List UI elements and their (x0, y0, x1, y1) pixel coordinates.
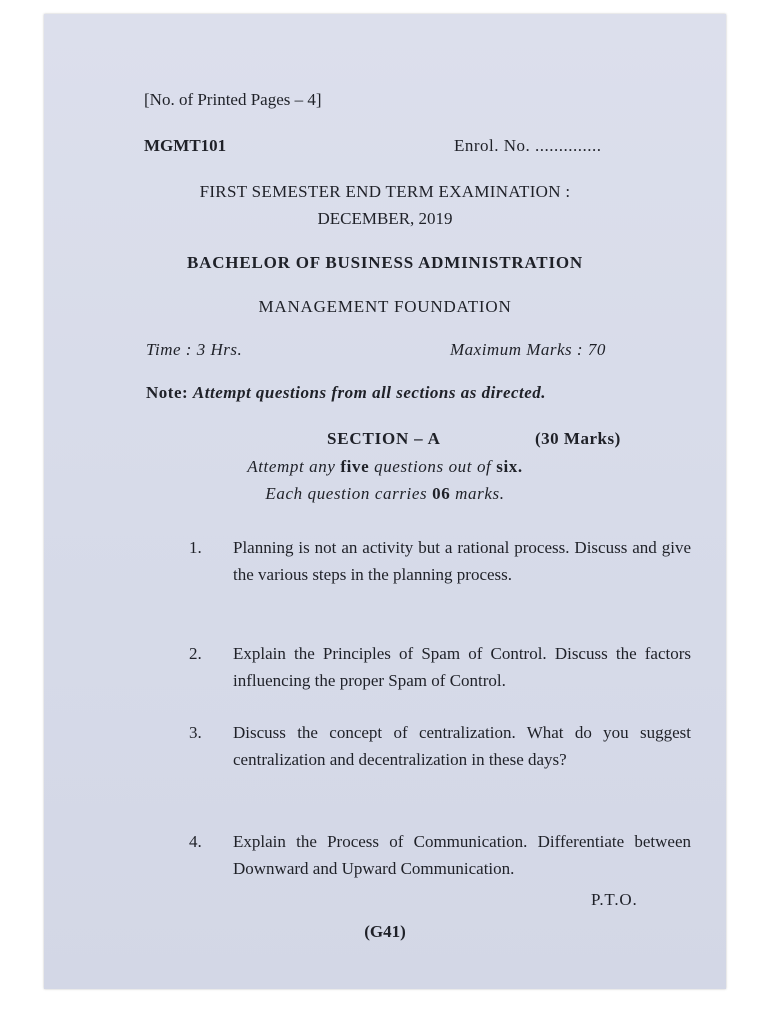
question-number: 1. (189, 538, 202, 557)
exam-paper-sheet (44, 14, 726, 989)
question-text: Planning is not an activity but a rational process. Discuss and give the various steps in the planning process. (233, 538, 691, 584)
subject-name: MANAGEMENT FOUNDATION (258, 297, 512, 316)
question-item (189, 828, 691, 882)
please-turn-over: P.T.O. (591, 890, 638, 909)
question-number: 4. (189, 832, 202, 851)
question-number: 2. (189, 644, 202, 663)
question-text: Explain the Process of Communication. Differentiate between Downward and Upward Communication. (233, 832, 691, 878)
section-instruction-1: Attempt any five questions out of six. (247, 457, 523, 476)
section-marks: (30 Marks) (535, 429, 621, 448)
time-allowed: Time : 3 Hrs. (146, 340, 243, 359)
note-label: Note: (146, 383, 189, 402)
exam-title-line1: FIRST SEMESTER END TERM EXAMINATION : (199, 182, 571, 201)
note-text: Attempt questions from all sections as directed. (192, 383, 547, 402)
note (146, 383, 546, 403)
paper-code: (G41) (364, 922, 406, 941)
exam-title-line2: DECEMBER, 2019 (317, 209, 453, 228)
program-name: BACHELOR OF BUSINESS ADMINISTRATION (187, 253, 583, 272)
section-title: SECTION – A (327, 429, 441, 448)
course-code: MGMT101 (144, 136, 227, 155)
section-instruction-2: Each question carries 06 marks. (265, 484, 505, 503)
question-item (189, 719, 691, 773)
question-item (189, 534, 691, 588)
question-item (189, 640, 691, 694)
question-text: Discuss the concept of centralization. What do you suggest centralization and decentralization in these days? (233, 723, 691, 769)
printed-pages-note: [No. of Printed Pages – 4] (144, 90, 322, 109)
question-number: 3. (189, 723, 202, 742)
maximum-marks: Maximum Marks : 70 (450, 340, 606, 359)
enrol-number: Enrol. No. .............. (454, 136, 602, 155)
question-text: Explain the Principles of Spam of Control. Discuss the factors influencing the proper Spam of Control. (233, 644, 691, 690)
